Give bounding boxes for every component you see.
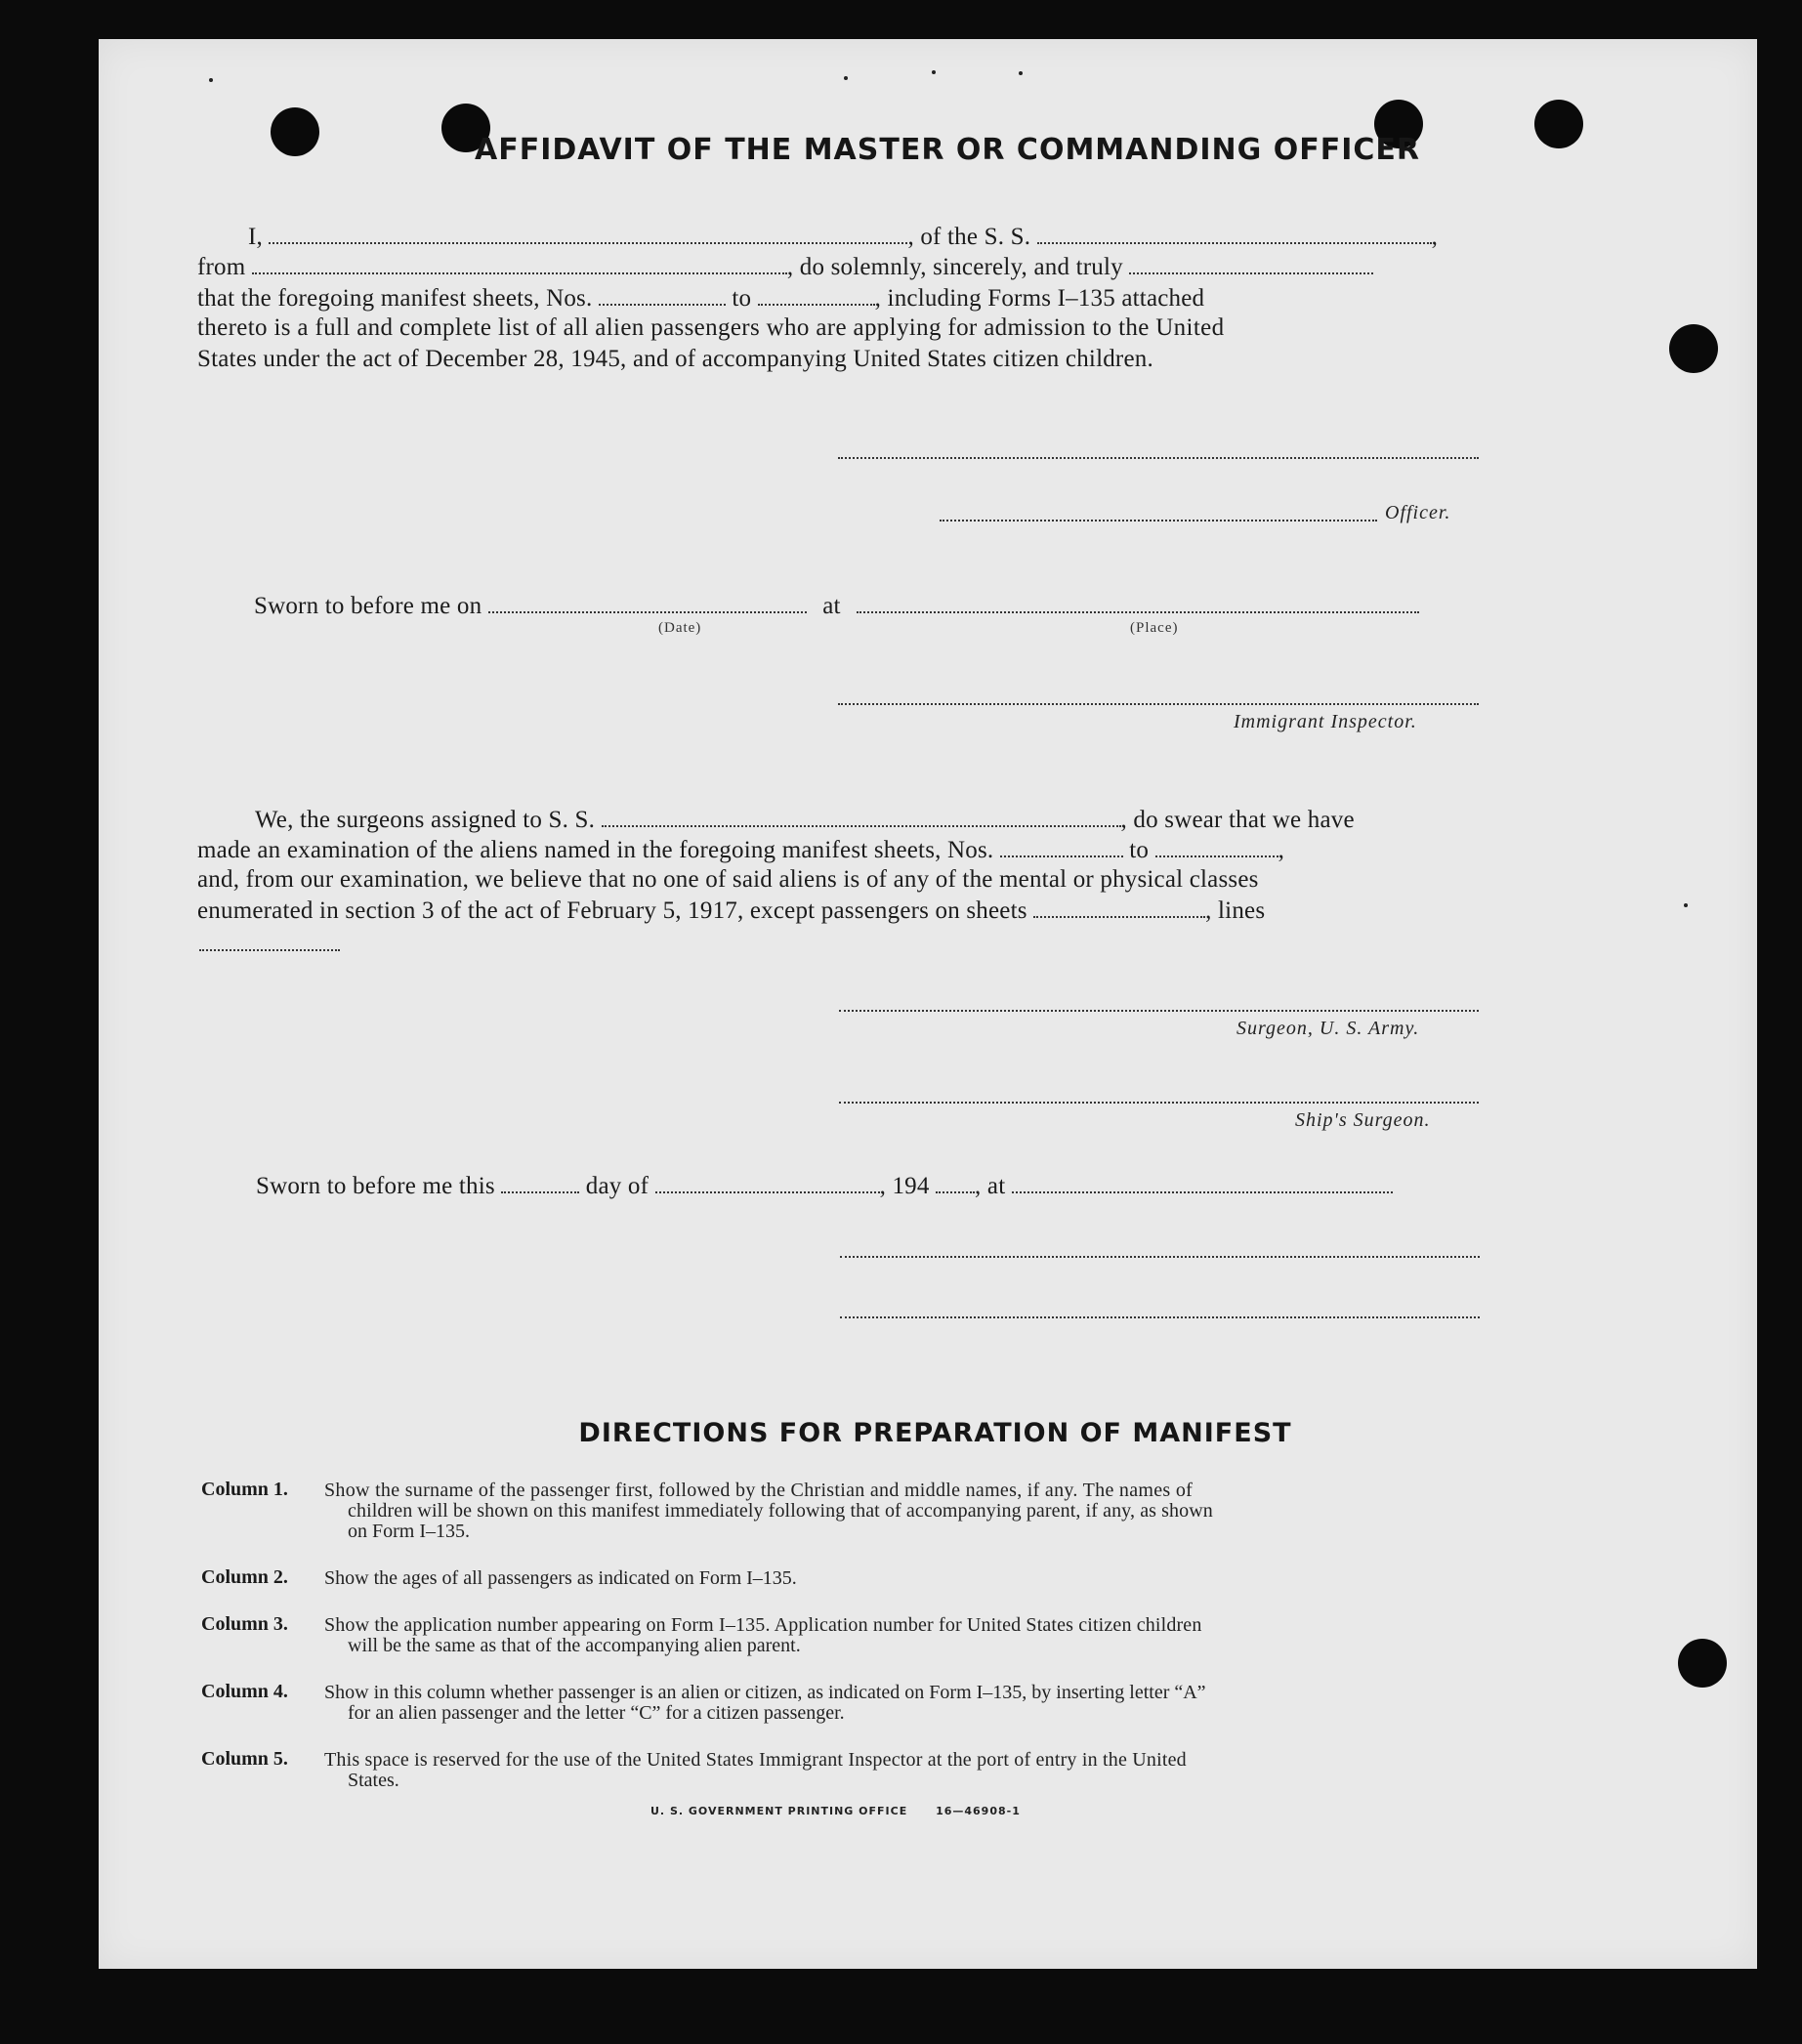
affidavit-text: to [732,285,752,312]
date-caption: (Date) [658,620,702,636]
master-signature-line[interactable] [838,457,1479,459]
inspector-signature-line[interactable] [838,703,1479,705]
officer-label: Officer. [1385,502,1451,523]
speck [1019,71,1023,75]
sworn2-month-blank[interactable] [655,1170,880,1193]
sheets-from-blank[interactable] [599,282,726,306]
affidavit-title: AFFIDAVIT OF THE MASTER OR COMMANDING OFFICER [475,133,1420,167]
affidavit-text: from [197,254,246,280]
inspector-label: Immigrant Inspector. [1234,711,1417,732]
form-number: 16—46908-1 [936,1805,1021,1817]
affidavit-text: , of the S. S. [907,224,1031,250]
column-3-text-1: Show the application number appearing on Form I–135. Application number for United States citizen children [324,1614,1202,1636]
speck [209,78,213,82]
master-name-blank[interactable] [269,221,907,244]
affidavit-line-3 [197,282,1204,314]
army-surgeon-label: Surgeon, U. S. Army. [1236,1018,1420,1039]
punch-hole [1669,324,1718,373]
column-4-text-2: for an alien passenger and the letter “C” for a citizen passenger. [348,1702,845,1724]
sworn-text: Sworn to before me on [254,593,482,619]
surgeons-sheets-to-blank[interactable] [1155,834,1278,857]
sheets-to-blank[interactable] [758,282,875,306]
ship-surgeon-label: Ship's Surgeon. [1295,1109,1431,1131]
surgeons-line-4 [197,895,1265,927]
surgeons-text: enumerated in section 3 of the act of February 5, 1917, except passengers on sheets [197,897,1027,924]
column-5-text-2: States. [348,1770,399,1791]
affidavit-line-5: States under the act of December 28, 1945, and of accompanying United States citizen children. [197,346,1153,372]
sworn2-signature-line-1[interactable] [840,1256,1480,1258]
column-2-text-1: Show the ages of all passengers as indicated on Form I–135. [324,1567,797,1589]
sworn2-signature-line-2[interactable] [840,1316,1480,1318]
printer-name: U. S. GOVERNMENT PRINTING OFFICE [650,1805,908,1817]
column-3-text-2: will be the same as that of the accompanying alien parent. [348,1635,801,1656]
speck [1684,903,1688,907]
army-surgeon-signature-line[interactable] [839,1010,1479,1012]
place-caption: (Place) [1130,620,1179,636]
surgeons-text: to [1129,837,1150,863]
speck [844,76,848,80]
form-page [99,39,1757,1969]
punch-hole [1678,1639,1727,1688]
affidavit-line-4: thereto is a full and complete list of all alien passengers who are applying for admission to the United [197,314,1225,341]
surgeons-text: , do swear that we have [1120,807,1355,833]
surgeons-line-1 [255,804,1355,836]
departure-port-blank[interactable] [252,251,787,274]
surgeons-line-2 [197,834,1284,866]
affidavit-text: , do solemnly, sincerely, and truly [786,254,1123,280]
sworn2-text: , 194 [879,1173,930,1199]
sworn-line-2 [256,1170,1393,1202]
column-3-label: Column 3. [201,1613,288,1635]
affidavit-text: , including Forms I–135 attached [874,285,1205,312]
oath-blank[interactable] [1129,251,1373,274]
ship-name-blank[interactable] [1037,221,1432,244]
printer-imprint [650,1805,1021,1817]
sworn2-text: day of [585,1173,650,1199]
speck [932,70,936,74]
except-sheets-blank[interactable] [1033,895,1205,918]
sworn-place-blank[interactable] [857,590,1419,613]
ship-surgeon-signature-line[interactable] [839,1102,1479,1104]
sworn-line-1 [254,590,1419,622]
surgeons-line-3: and, from our examination, we believe that no one of said aliens is of any of the mental or physical classes [197,866,1259,893]
column-2-label: Column 2. [201,1566,288,1588]
column-1-text-2: children will be shown on this manifest immediately following that of accompanying parent, if any, as shown [348,1500,1213,1522]
officer-signature-line[interactable] [940,520,1377,521]
affidavit-text: , [1431,224,1439,250]
directions-title: DIRECTIONS FOR PREPARATION OF MANIFEST [578,1418,1292,1448]
affidavit-line-2 [197,251,1373,283]
except-lines-blank[interactable] [199,949,340,951]
surgeons-text: , [1278,837,1285,863]
sworn-date-blank[interactable] [488,590,807,613]
column-1-text-1: Show the surname of the passenger first, followed by the Christian and middle names, if any. The names of [324,1480,1194,1501]
surgeons-sheets-from-blank[interactable] [1000,834,1123,857]
sworn2-day-blank[interactable] [501,1170,579,1193]
affidavit-text: I, [248,224,263,250]
column-5-label: Column 5. [201,1748,288,1770]
column-1-label: Column 1. [201,1479,288,1500]
column-4-label: Column 4. [201,1681,288,1702]
surgeons-text: made an examination of the aliens named in the foregoing manifest sheets, Nos. [197,837,994,863]
column-5-text-1: This space is reserved for the use of the United States Immigrant Inspector at the port of entry in the United [324,1749,1187,1771]
sworn2-place-blank[interactable] [1012,1170,1393,1193]
surgeons-text: , lines [1205,897,1266,924]
affidavit-line-1 [248,221,1438,253]
sworn2-text: , at [975,1173,1006,1199]
affidavit-text: that the foregoing manifest sheets, Nos. [197,285,593,312]
surgeons-text: We, the surgeons assigned to S. S. [255,807,596,833]
sworn2-year-blank[interactable] [936,1170,975,1193]
sworn2-text: Sworn to before me this [256,1173,495,1199]
column-1-text-3: on Form I–135. [348,1521,470,1542]
sworn-text: at [822,593,841,619]
column-4-text-1: Show in this column whether passenger is an alien or citizen, as indicated on Form I–135, by inserting letter “A” [324,1682,1206,1703]
surgeons-ship-blank[interactable] [602,804,1121,827]
